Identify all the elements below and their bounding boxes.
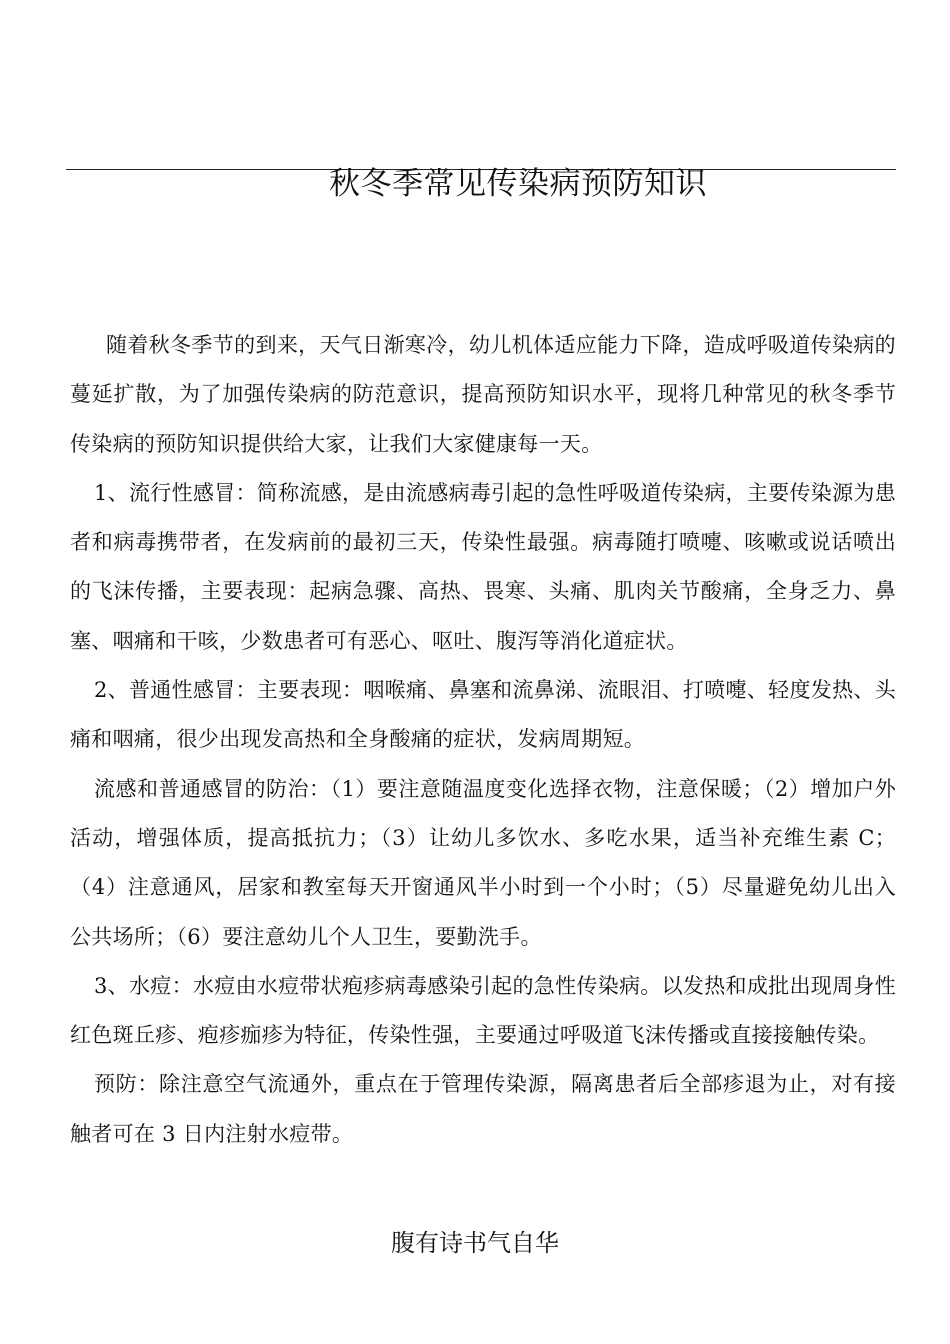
document-title: 秋冬季常见传染病预防知识 bbox=[329, 166, 707, 202]
chickenpox-paragraph: 3、水痘：水痘由水痘带状疱疹病毒感染引起的急性传染病。以发热和成批出现周身性红色斑丘疹、疱疹痂疹为特征，传染性强，主要通过呼吸道飞沫传播或直接接触传染。 bbox=[70, 973, 896, 1048]
document-body bbox=[70, 321, 896, 1159]
common-cold-paragraph: 2、普通性感冒：主要表现：咽喉痛、鼻塞和流鼻涕、流眼泪、打喷嚏、轻度发热、头痛和咽痛，很少出现发高热和全身酸痛的症状，发病周期短。 bbox=[70, 678, 896, 752]
chickenpox-prevention-paragraph: 预防：除注意空气流通外，重点在于管理传染源，隔离患者后全部疹退为止，对有接触者可在 3 日内注射水痘带。 bbox=[70, 1072, 896, 1146]
cold-prevention-paragraph: 流感和普通感冒的防治：（1）要注意随温度变化选择衣物，注意保暖；（2）增加户外活动，增强体质，提高抵抗力；（3）让幼儿多饮水、多吃水果，适当补充维生素 C；（4）注意通风，居家和教室每天开窗通风半小时到一个小时；（5）尽量避免幼儿出入公共场所；（6）要注意幼儿个人卫生，要勤洗手。 bbox=[70, 776, 896, 949]
intro-paragraph: 随着秋冬季节的到来，天气日渐寒冷，幼儿机体适应能力下降，造成呼吸道传染病的蔓延扩散，为了加强传染病的防范意识，提高预防知识水平，现将几种常见的秋冬季节传染病的预防知识提供给大家，让我们大家健康每一天。 bbox=[70, 333, 896, 456]
footer-motto: 腹有诗书气自华 bbox=[391, 1229, 559, 1257]
influenza-paragraph: 1、流行性感冒：简称流感，是由流感病毒引起的急性呼吸道传染病，主要传染源为患者和病毒携带者，在发病前的最初三天，传染性最强。病毒随打喷嚏、咳嗽或说话喷出的飞沫传播，主要表现：起病急骤、高热、畏寒、头痛、肌肉关节酸痛，全身乏力、鼻塞、咽痛和干咳，少数患者可有恶心、呕吐、腹泻等消化道症状。 bbox=[70, 480, 896, 653]
